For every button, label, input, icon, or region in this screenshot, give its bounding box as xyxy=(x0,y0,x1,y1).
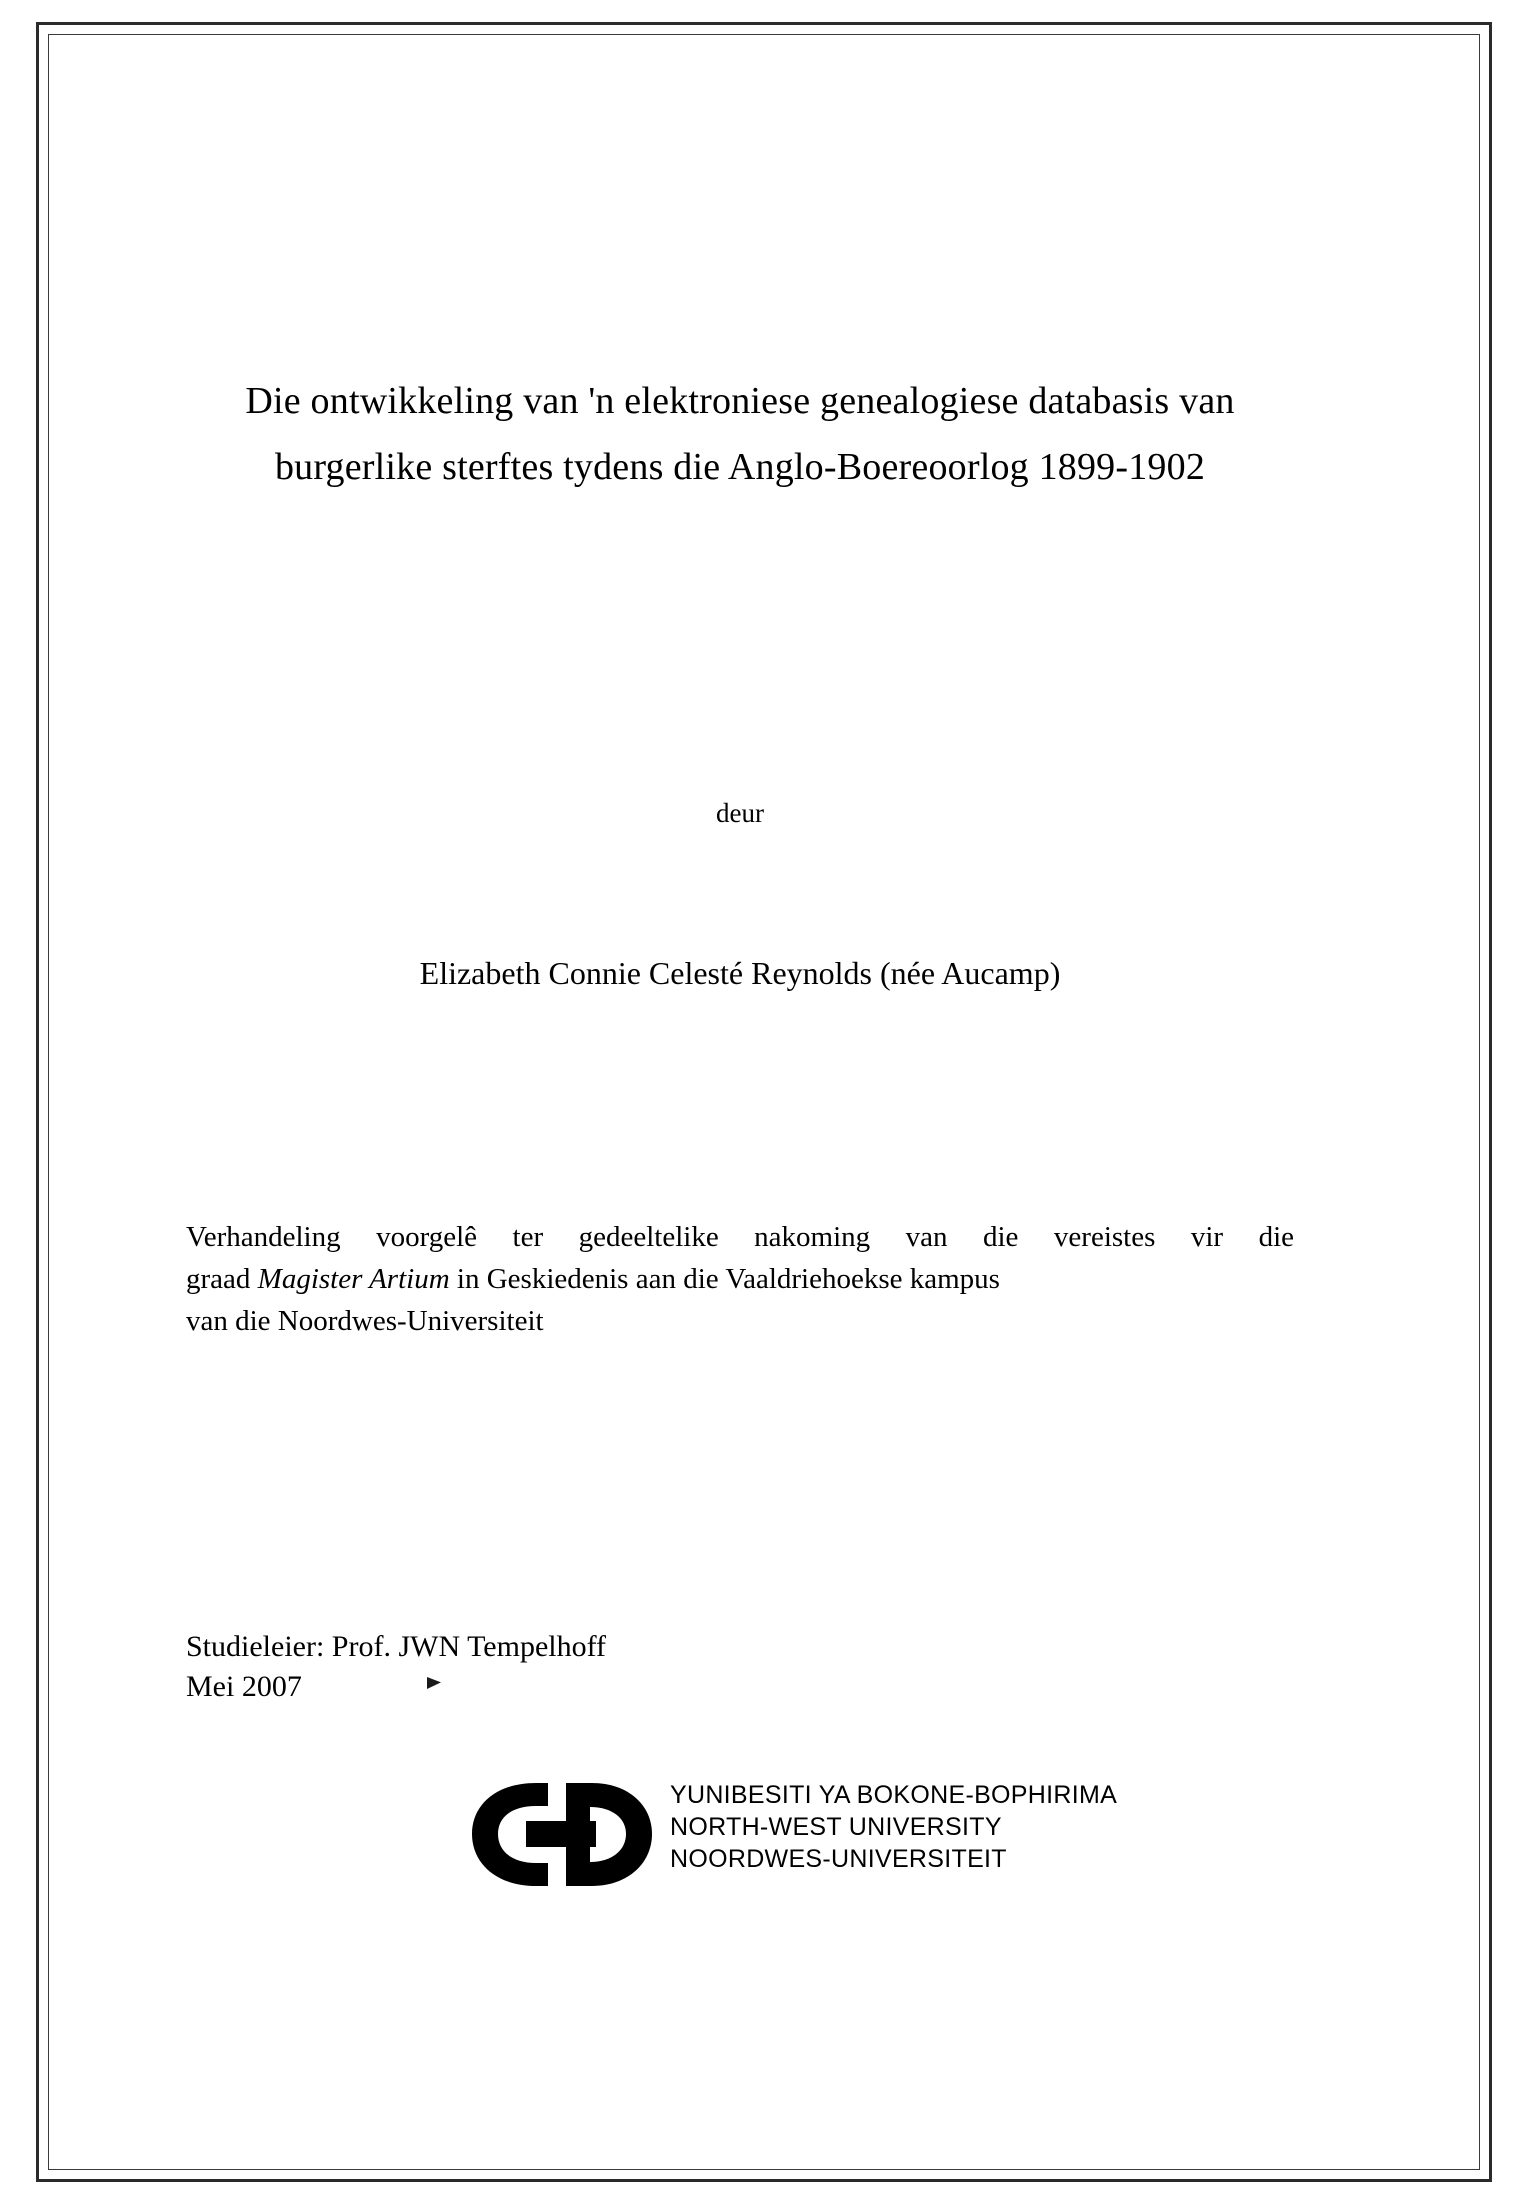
degree-statement-line-3: van die Noordwes-Universiteit xyxy=(186,1305,544,1337)
degree-statement-line-2-post: in Geskiedenis aan die Vaaldriehoekse kampus xyxy=(449,1263,1000,1295)
logo-text-line-1: YUNIBESITI YA BOKONE-BOPHIRIMA xyxy=(670,1781,1118,1809)
by-label: deur xyxy=(716,798,764,828)
university-logo-text xyxy=(670,1779,1117,1875)
supervisor-line: Studieleier: Prof. JWN Tempelhoff xyxy=(186,1630,607,1663)
north-west-university-logo-icon xyxy=(470,1777,660,1892)
date-line: Mei 2007 xyxy=(186,1670,302,1703)
degree-statement-line-2 xyxy=(186,1258,1294,1300)
degree-statement-line-1: Verhandeling voorgelê ter gedeeltelike nakoming van die vereistes vir die xyxy=(186,1221,1294,1253)
degree-name-italic: Magister Artium xyxy=(257,1263,450,1295)
title-page-content xyxy=(150,0,1330,2206)
title-line-1: Die ontwikkeling van 'n elektroniese genealogiese databasis van xyxy=(245,380,1235,422)
degree-statement xyxy=(186,1216,1294,1342)
degree-statement-line-2-pre: graad xyxy=(186,1263,258,1295)
logo-text-line-3: NOORDWES-UNIVERSITEIT xyxy=(670,1845,1007,1873)
author-name: Elizabeth Connie Celesté Reynolds (née Aucamp) xyxy=(419,955,1061,991)
logo-text-line-2: NORTH-WEST UNIVERSITY xyxy=(670,1813,1002,1841)
supervisor-block xyxy=(186,1627,1086,1707)
title-line-2: burgerlike sterftes tydens die Anglo-Boereoorlog 1899-1902 xyxy=(274,446,1206,488)
university-logo xyxy=(470,1775,1190,1905)
page-title xyxy=(150,368,1330,500)
